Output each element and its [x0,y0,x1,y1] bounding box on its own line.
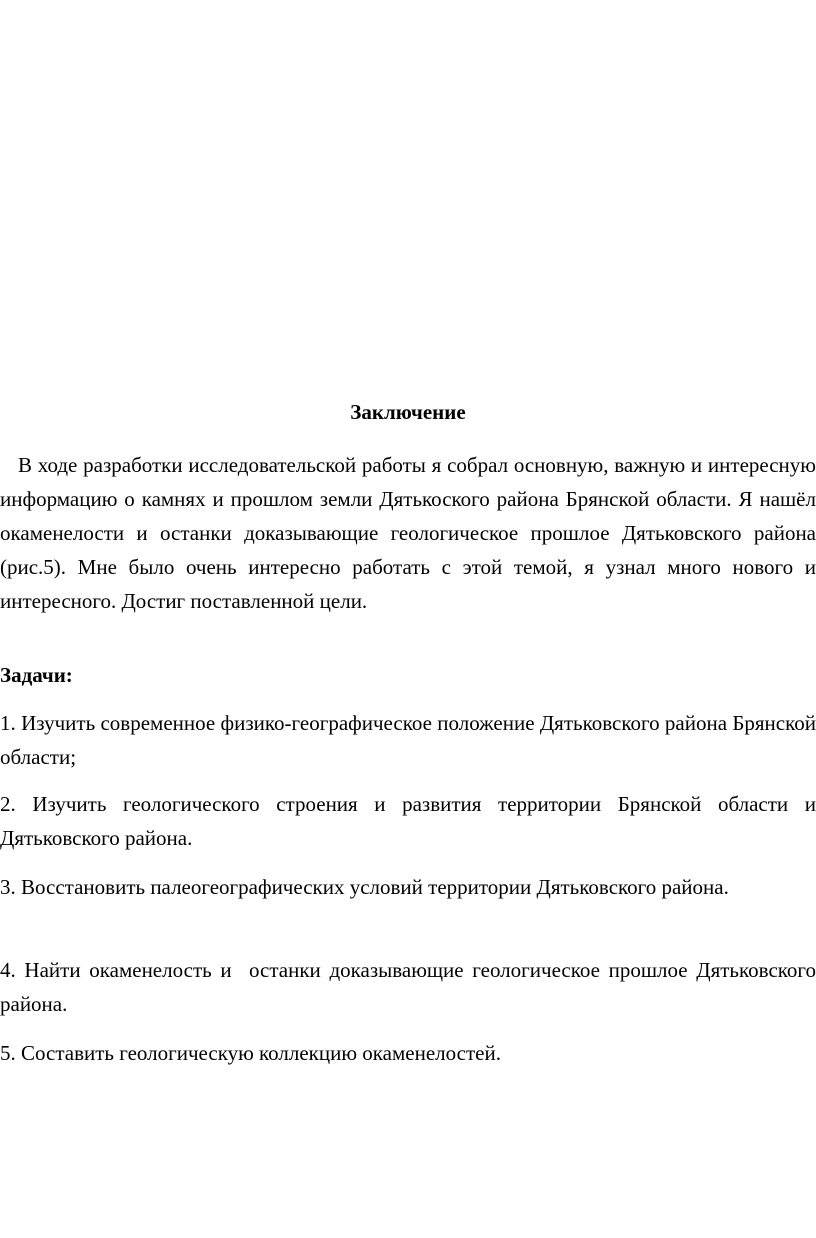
page-title: Заключение [350,400,466,424]
conclusion-paragraph: В ходе разработки исследовательской работы я собрал основную, важную и интересную информацию о камнях и прошлом земли Дятькоского района Брянской области. Я нашёл окаменелости и останки доказывающие геологическое прошлое Дятьковского района (рис.5). Мне было очень интересно работать с этой темой, я узнал много нового и интересного. Достиг поставленной цели. [0,453,816,613]
tasks-heading: Задачи: [0,663,73,687]
task-item-5: 5. Составить геологическую коллекцию окаменелостей. [0,1041,501,1065]
task-item-4: 4. Найти окаменелость и останки доказывающие геологическое прошлое Дятьковского района. [0,958,816,1016]
task-item-2: 2. Изучить геологического строения и развития территории Брянской области и Дятьковского района. [0,792,816,850]
task-item-1: 1. Изучить современное физико-географическое положение Дятьковского района Брянской области; [0,711,816,769]
task-item-3: 3. Восстановить палеогеографических условий территории Дятьковского района. [0,875,729,899]
